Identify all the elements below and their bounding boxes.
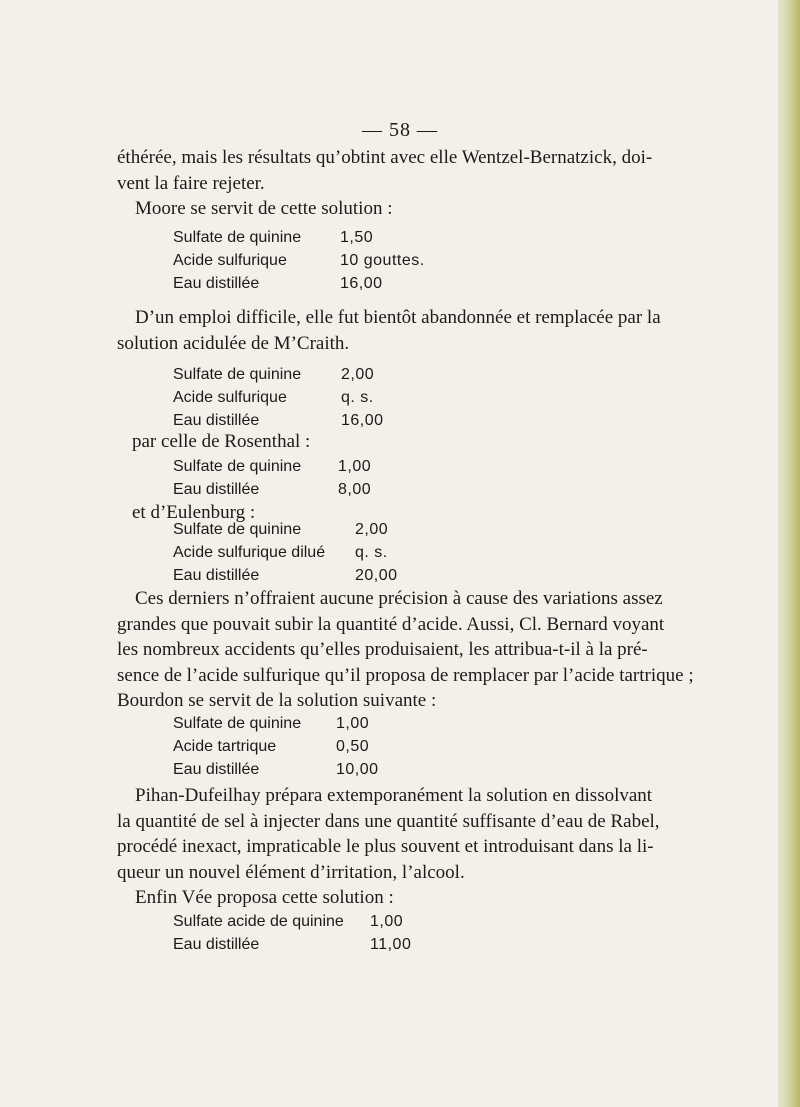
ingredient-name: Sulfate de quinine [173, 229, 302, 246]
ingredient-quantity: 1,00 [338, 458, 372, 475]
ingredient-name: Eau distillée [173, 761, 260, 778]
ingredient-quantity: 11,00 [370, 936, 412, 953]
text-line: sence de l’acide sulfurique qu’il proposa de remplacer par l’acide tartrique ; [117, 664, 694, 686]
ingredient-name: Eau distillée [173, 275, 260, 292]
text-line: grandes que pouvait subir la quantité d’acide. Aussi, Cl. Bernard voyant [117, 613, 665, 635]
ingredient-quantity: 16,00 [341, 412, 384, 429]
ingredient-quantity: 2,00 [355, 521, 389, 538]
ingredient-quantity: 10,00 [336, 761, 379, 778]
text-line: queur un nouvel élément d’irritation, l’alcool. [117, 861, 465, 883]
ingredient-quantity: 8,00 [338, 481, 372, 498]
ingredient-name: Acide sulfurique [173, 389, 287, 406]
ingredient-name: Acide tartrique [173, 738, 277, 755]
paragraph-mcraith [117, 305, 708, 356]
ingredient-quantity: 16,00 [340, 275, 383, 292]
ingredient-name: Sulfate acide de quinine [173, 913, 344, 930]
ingredient-name: Eau distillée [173, 936, 260, 953]
ingredient-name: Eau distillée [173, 412, 260, 429]
page-number: — 58 — [362, 119, 438, 141]
text-line: la quantité de sel à injecter dans une quantité suffisante d’eau de Rabel, [117, 810, 660, 832]
ingredient-name: Eau distillée [173, 567, 260, 584]
text-line: Moore se servit de cette solution : [135, 198, 393, 219]
paragraph-pihan-dufeilhay [117, 783, 708, 911]
intro-rosenthal: par celle de Rosenthal : [132, 431, 311, 452]
text-line: Bourdon se servit de la solution suivante : [117, 690, 437, 711]
ingredient-quantity: 10 gouttes. [340, 252, 425, 269]
text-line: les nombreux accidents qu’elles produisaient, les attribua-t-il à la pré- [117, 639, 648, 660]
text-line: Ces derniers n’offraient aucune précision à cause des variations assez [135, 588, 663, 609]
text-line: éthérée, mais les résultats qu’obtint avec elle Wentzel-Bernatzick, doi- [117, 147, 653, 168]
ingredient-name: Acide sulfurique [173, 252, 287, 269]
text-line: solution acidulée de M’Craith. [117, 332, 350, 354]
ingredient-name: Acide sulfurique dilué [173, 544, 326, 561]
ingredient-quantity: 0,50 [336, 738, 370, 755]
ingredient-name: Sulfate de quinine [173, 366, 302, 383]
text-line: Enfin Vée proposa cette solution : [135, 887, 394, 908]
intro-eulenburg: et d’Eulenburg : [132, 502, 256, 523]
ingredient-quantity: 1,50 [340, 229, 374, 246]
ingredient-name: Eau distillée [173, 481, 260, 498]
paragraph-moore [117, 145, 708, 222]
text-line: procédé inexact, impraticable le plus souvent et introduisant dans la li- [117, 836, 654, 857]
page-edge-discoloration [778, 0, 800, 1107]
paragraph-bernard [117, 586, 708, 714]
ingredient-name: Sulfate de quinine [173, 458, 302, 475]
ingredient-name: Sulfate de quinine [173, 715, 302, 732]
ingredient-name: Sulfate de quinine [173, 521, 302, 538]
ingredient-quantity: 1,00 [370, 913, 404, 930]
ingredient-quantity: q. s. [341, 389, 374, 406]
ingredient-quantity: 20,00 [355, 567, 398, 584]
text-line: vent la faire rejeter. [117, 172, 265, 194]
text-line: D’un emploi difficile, elle fut bientôt abandonnée et remplacée par la [135, 307, 661, 328]
text-line: Pihan-Dufeilhay prépara extemporanément la solution en dissolvant [135, 785, 653, 806]
ingredient-quantity: q. s. [355, 544, 388, 561]
ingredient-quantity: 2,00 [341, 366, 375, 383]
ingredient-quantity: 1,00 [336, 715, 370, 732]
